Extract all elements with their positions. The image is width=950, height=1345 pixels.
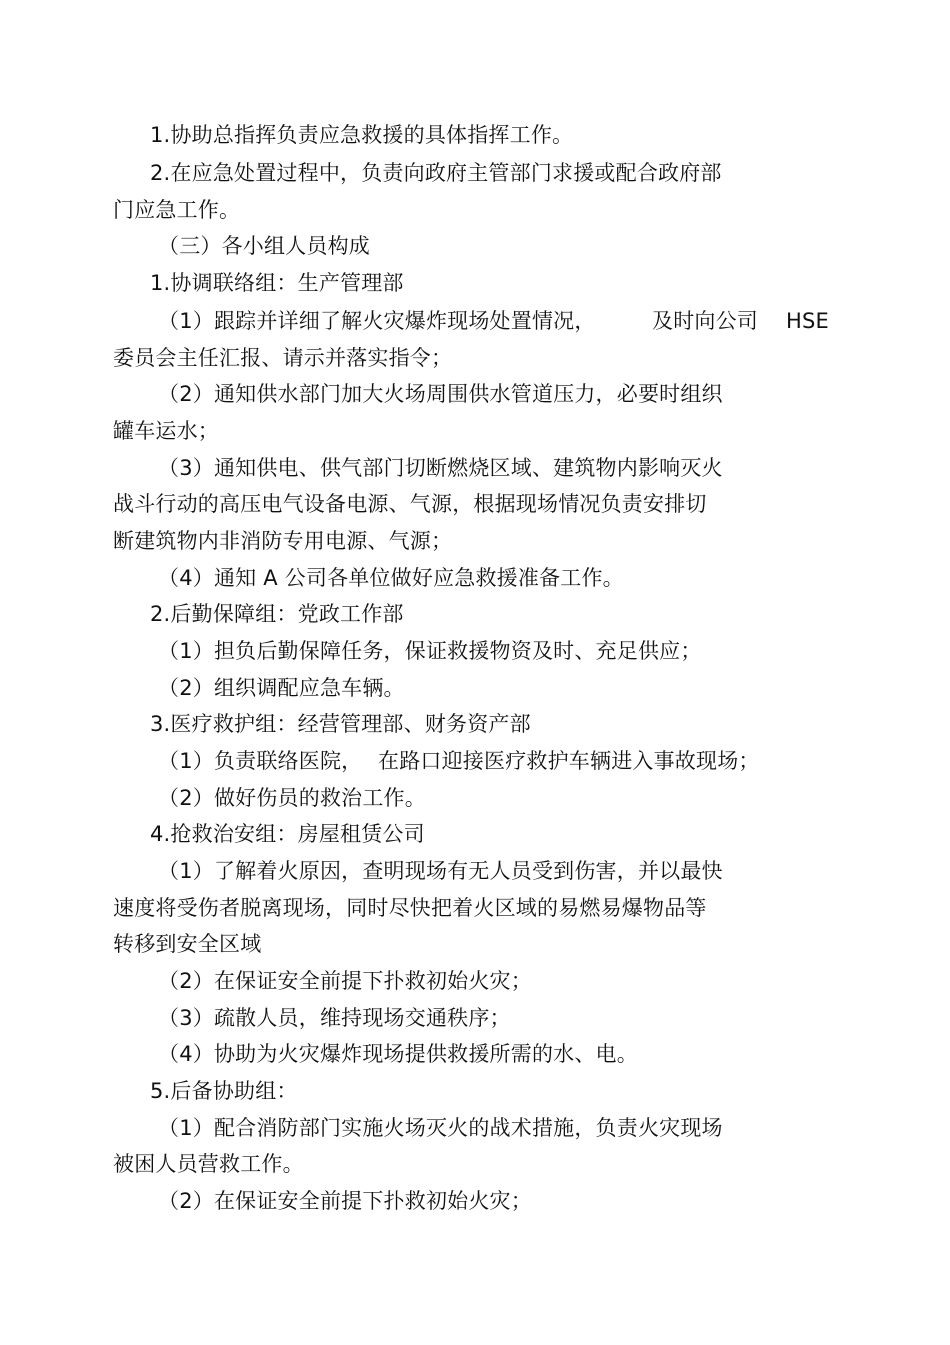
paragraph-line-fragment: HSE: [786, 309, 829, 333]
paragraph-line: 断建筑物内非消防专用电源、气源；: [113, 529, 453, 553]
paragraph-line: （2）组织调配应急车辆。: [158, 676, 405, 700]
paragraph-line: （1）担负后勤保障任务，保证救援物资及时、充足供应；: [158, 639, 702, 663]
paragraph-line: 转移到安全区域: [113, 932, 262, 956]
paragraph-line: 委员会主任汇报、请示并落实指令；: [113, 346, 453, 370]
paragraph-line: （1）了解着火原因，查明现场有无人员受到伤害，并以最快: [158, 859, 723, 883]
paragraph-line: 2.在应急处置过程中，负责向政府主管部门求援或配合政府部: [150, 161, 722, 185]
paragraph-line: （2）在保证安全前提下扑救初始火灾；: [158, 969, 532, 993]
paragraph-line: （3）通知供电、供气部门切断燃烧区域、建筑物内影响灭火: [158, 456, 723, 480]
paragraph-line: （2）在保证安全前提下扑救初始火灾；: [158, 1189, 532, 1213]
subsection-heading: 1.协调联络组：生产管理部: [150, 271, 404, 295]
paragraph-line: （1）配合消防部门实施火场灭火的战术措施，负责火灾现场: [158, 1116, 723, 1140]
paragraph-line: （2）通知供水部门加大火场周围供水管道压力，必要时组织: [158, 382, 723, 406]
section-heading: （三）各小组人员构成: [158, 234, 370, 258]
paragraph-line: 1.协助总指挥负责应急救援的具体指挥工作。: [150, 123, 574, 147]
paragraph-line: （4）通知 A 公司各单位做好应急救援准备工作。: [158, 566, 624, 590]
paragraph-line: 罐车运水；: [113, 419, 219, 443]
paragraph-line: 被困人员营救工作。: [113, 1152, 304, 1176]
paragraph-line: （3）疏散人员，维持现场交通秩序；: [158, 1006, 511, 1030]
paragraph-line-fragment: 及时向公司: [652, 309, 758, 333]
subsection-heading: 3.医疗救护组：经营管理部、财务资产部: [150, 712, 531, 736]
paragraph-line: 速度将受伤者脱离现场，同时尽快把着火区域的易燃易爆物品等: [113, 896, 707, 920]
subsection-heading: 2.后勤保障组：党政工作部: [150, 602, 404, 626]
subsection-heading: 5.后备协助组：: [150, 1079, 298, 1103]
paragraph-line: （1）跟踪并详细了解火灾爆炸现场处置情况，: [158, 309, 596, 333]
subsection-heading: 4.抢救治安组：房屋租赁公司: [150, 822, 425, 846]
paragraph-line-fragment: 在路口迎接医疗救护车辆进入事故现场；: [378, 749, 760, 773]
paragraph-line: （4）协助为火灾爆炸现场提供救援所需的水、电。: [158, 1042, 638, 1066]
paragraph-line: 门应急工作。: [113, 198, 241, 222]
paragraph-line: 战斗行动的高压电气设备电源、气源，根据现场情况负责安排切: [113, 492, 707, 516]
paragraph-line: （2）做好伤员的救治工作。: [158, 786, 426, 810]
paragraph-line: （1）负责联络医院，: [158, 749, 363, 773]
